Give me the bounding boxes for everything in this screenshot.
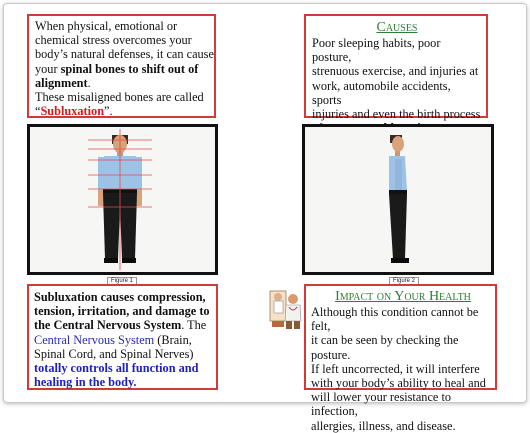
stress-line-6: These misaligned bones are called xyxy=(35,90,204,105)
causes-line-1: Poor sleeping habits, poor posture, xyxy=(312,36,441,65)
causes-text xyxy=(312,36,482,135)
causes-title: Causes xyxy=(376,20,418,35)
subluxation-line-1: Subluxation causes compression, xyxy=(34,290,206,304)
figure-2-frame xyxy=(302,124,494,275)
impact-line-1: Although this condition cannot be felt, xyxy=(311,305,479,334)
subluxation-line-5: Spinal Cord, and Spinal Nerves) xyxy=(34,346,194,361)
causes-line-3: work, automobile accidents, sports xyxy=(312,78,451,107)
impact-line-6: allergies, illness, and disease. xyxy=(311,418,456,433)
stress-line-3: body’s natural defenses, it can cause xyxy=(35,47,214,62)
impact-box xyxy=(304,284,497,433)
causes-line-4: injuries and even the birth process xyxy=(312,107,481,122)
stress-line-7: “Subluxation”. xyxy=(35,104,113,119)
impact-text xyxy=(311,305,495,433)
stress-text xyxy=(35,19,214,118)
stress-line-4: your spinal bones to shift out of xyxy=(35,61,199,76)
subluxation-line-6: totally controls all function and xyxy=(34,361,199,376)
causes-box xyxy=(304,14,488,122)
impact-title: Impact on Your Health xyxy=(335,289,471,304)
impact-line-5: will lower your resistance to infection, xyxy=(311,390,452,419)
subluxation-box xyxy=(27,284,218,390)
figure-1-frame xyxy=(27,124,218,275)
stress-line-2: chemical stress overcomes your xyxy=(35,33,192,48)
impact-line-4: with your body’s ability to heal and xyxy=(311,376,486,391)
impact-line-2: it can be seen by checking the posture. xyxy=(311,333,459,362)
stress-info-box xyxy=(27,14,216,118)
subluxation-text xyxy=(34,290,216,389)
figure-1-caption: Figure 1 xyxy=(107,277,137,285)
stress-line-1: When physical, emotional or xyxy=(35,19,178,33)
stress-line-5: alignment. xyxy=(35,75,91,90)
doctor-clipart-icon xyxy=(268,287,304,331)
posture-side-photo xyxy=(305,127,491,272)
subluxation-line-3: the Central Nervous System. The xyxy=(34,318,207,333)
subluxation-line-7: healing in the body. xyxy=(34,375,137,390)
impact-line-3: If left uncorrected, it will interfere xyxy=(311,361,480,376)
figure-2-caption: Figure 2 xyxy=(389,277,419,285)
subluxation-line-4: Central Nervous System (Brain, xyxy=(34,332,192,347)
causes-line-2: strenuous exercise, and injuries at xyxy=(312,64,479,79)
posture-front-photo xyxy=(30,127,215,272)
subluxation-line-2: tension, irritation, and damage to xyxy=(34,304,210,319)
